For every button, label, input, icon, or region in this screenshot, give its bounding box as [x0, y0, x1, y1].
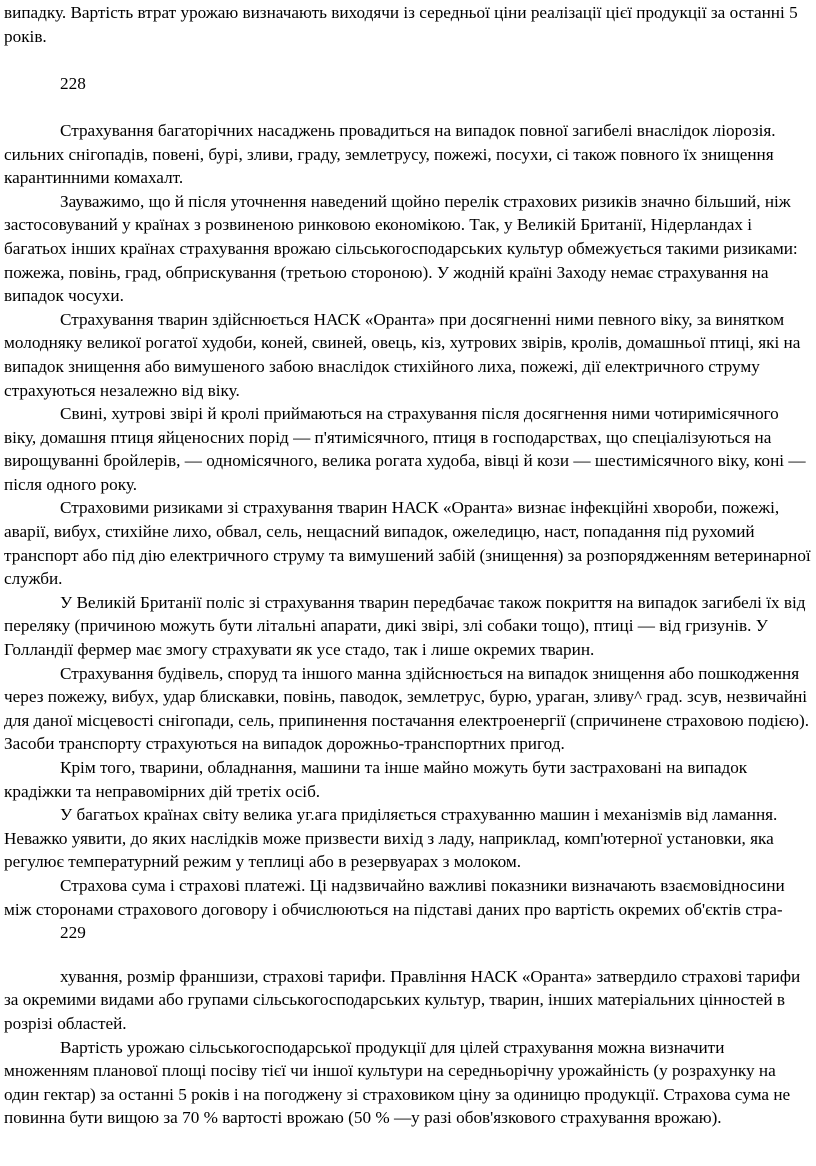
- paragraph-sum-insured: Страхова сума і страхові платежі. Ці надзвичайно важливі показники визначають взаємовідносини між сторонами страхового договору і обчислюються на підставі даних про вартість окремих об'єктів стра-: [4, 875, 785, 919]
- paragraph-theft: Крім того, тварини, обладнання, машини та інше майно можуть бути застраховані на випадок крадіжки та неправомірних дій третіх осіб.: [4, 758, 748, 801]
- paragraph-continuation: випадку. Вартість втрат урожаю визначають виходячи із середньої ціни реалізації цієї продукції за останні 5 років.: [4, 3, 798, 46]
- paragraph-uk-policy: У Великій Британії поліс зі страхування тварин передбачає також покриття на випадок загибелі їх від переляку (причиною можуть бути літальні апарати, дикі звірі, злі собаки тощо), птиці — від гризунів. У Голландії фермер має змогу страхувати як усе стадо, так і лише окремих тварин.: [4, 592, 806, 660]
- paragraph-animal-insurance: Страхування тварин здійснюється НАСК «Оранта» при досягненні ними певного віку, за винятком молодняку великої рогатої худоби, коней, свиней, овець, кіз, хутрових звірів, кролів, домашньої птиці, які на випадок знищення або вимушеного забою внаслідок стихійного лиха, пожежі, дії електричного струму страхуються незалежно від віку.: [4, 309, 801, 400]
- paragraph-machinery-breakdown: У багатьох країнах світу велика уг.ага приділяється страхуванню машин і механізмів від ламання. Неважко уявити, до яких наслідків може призвести вихід з ладу, наприклад, комп'ютерної установки, яка регулює температурний режим у теплиці або в резервуарах з молоком.: [4, 805, 778, 872]
- paragraph-tariffs: хування, розмір франшизи, страхові тарифи. Правління НАСК «Оранта» затвердило страхові тарифи за окремими видами або групами сільськогосподарських культур, тварин, інших матеріальних цінностей в розрізі областей.: [4, 966, 801, 1033]
- paragraph-harvest-value: Вартість урожаю сільськогосподарської продукції для цілей страхування можна визначити множенням планової площі посіву тієї чи іншої культури на середньорічну урожайність (у розрахунку на один гектар) за останні 5 років і на погоджену зі страховиком ціну за одиницю продукції. Страхова сума не повинна бути вищою за 70 % вартості врожаю (50 % —у разі обов'язкового страхування врожаю).: [4, 1037, 791, 1128]
- paragraph-risk-list-comparison: Зауважимо, що й після уточнення наведений щойно перелік страхових ризиків значно більший, ніж застосовуваний у країнах з розвиненою ринковою економікою. Так, у Великій Британії, Нідерландах і багатьох інших країнах страхування врожаю сільськогосподарських культур обмежується такими ризиками: пожежа, повінь, град, обприскування (третьою стороною). У жодній країні Заходу немає страхування на випадок чосухи.: [4, 191, 798, 306]
- page-number-229: 229: [60, 923, 86, 943]
- paragraph-perennial-plantings: Страхування багаторічних насаджень провадиться на випадок повної загибелі внаслідок ліорозія. сильних снігопадів, повені, бурі, зливи, граду, землетрусу, пожежі, посухи, сі також повного їх знищення карантинними комахалт.: [4, 120, 776, 188]
- page-number-228: 228: [60, 73, 86, 93]
- paragraph-buildings-insurance: Страхування будівель, споруд та іншого манна здійснюється на випадок знищення або пошкодження через пожежу, вибух, удар блискавки, повінь, паводок, землетрус, бурю, ураган, зливу^ град. зсув, незвичайні для даної місцевості снігопади, сель, припинення постачання електроенергії (спричинене страховою подією). Засоби транспорту страхуються на випадок дорожньо-транспортних пригод.: [4, 663, 809, 754]
- paragraph-animal-risks: Страховими ризиками зі страхування тварин НАСК «Оранта» визнає інфекційні хвороби, пожежі, аварії, вибух, стихійне лихо, обвал, сель, нещасний випадок, ожеледицю, наст, попадання під рухомий транспорт або під дію електричного струму та вимушений забій (знищення) за розпорядженням ветеринарної служби.: [4, 498, 811, 589]
- paragraph-animal-age: Свині, хутрові звірі й кролі приймаються на страхування після досягнення ними чотиримісячного віку, домашня птиця яйценосних порід — п'ятимісячного, птиця в господарствах, що спеціалізуються на вирощуванні бройлерів, — одномісячного, велика рогата худоба, вівці й кози — шестимісячного віку, коні — після одного року.: [4, 404, 806, 494]
